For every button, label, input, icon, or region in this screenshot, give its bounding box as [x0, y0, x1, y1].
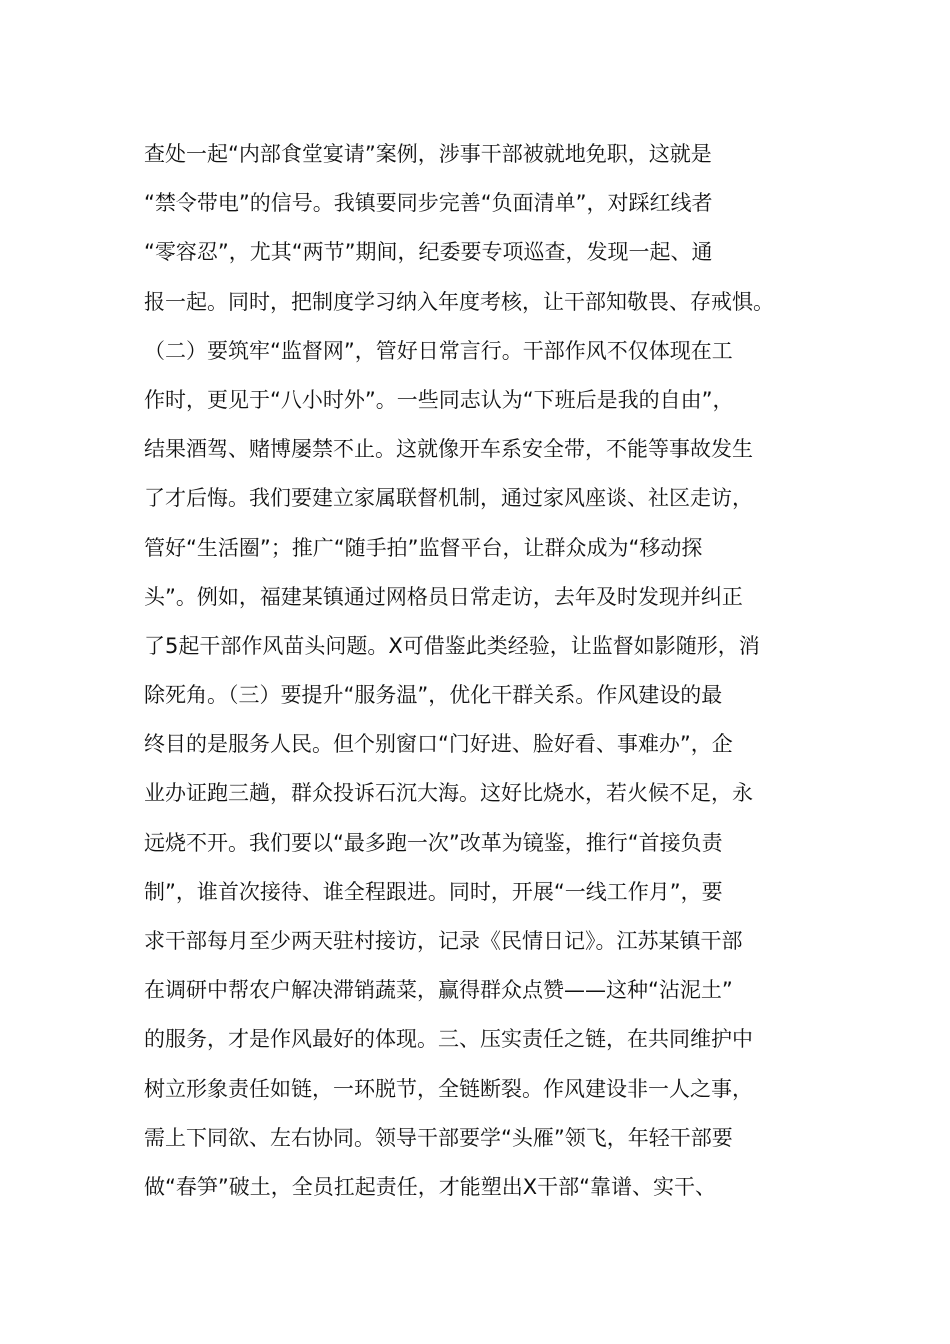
text-line: 除死角。（三）要提升“服务温”，优化干群关系。作风建设的最: [144, 683, 723, 708]
text-line: 头”。例如，福建某镇通过网格员日常走访，去年及时发现并纠正: [144, 584, 743, 609]
text-line: 管好“生活圈”；推广“随手拍”监督平台，让群众成为“移动探: [144, 535, 703, 560]
text-line: 报一起。同时，把制度学习纳入年度考核，让干部知敬畏、存戒惧。: [144, 289, 774, 314]
text-line: 终目的是服务人民。但个别窗口“门好进、脸好看、事难办”，企: [144, 732, 733, 757]
text-line: “禁令带电”的信号。我镇要同步完善“负面清单”，对踩红线者: [144, 191, 713, 216]
text-line: 业办证跑三趟，群众投诉石沉大海。这好比烧水，若火候不足，永: [144, 781, 753, 806]
text-line: 结果酒驾、赌博屡禁不止。这就像开车系安全带，不能等事故发生: [144, 437, 753, 462]
text-line: 在调研中帮农户解决滞销蔬菜，赢得群众点赞——这种“沾泥土”: [144, 978, 733, 1003]
text-line: 制”，谁首次接待、谁全程跟进。同时，开展“一线工作月”，要: [144, 879, 723, 904]
text-line: 了5起干部作风苗头问题。X可借鉴此类经验，让监督如影随形，消: [144, 633, 760, 658]
body-text: [144, 130, 834, 1212]
text-line: （二）要筑牢“监督网”，管好日常言行。干部作风不仅体现在工: [144, 338, 733, 363]
text-line: 作时，更见于“八小时外”。一些同志认为“下班后是我的自由”，: [144, 387, 734, 412]
text-line: 需上下同欲、左右协同。领导干部要学“头雁”领飞，年轻干部要: [144, 1125, 733, 1150]
text-line: 了才后悔。我们要建立家属联督机制，通过家风座谈、社区走访，: [144, 486, 753, 511]
text-line: 树立形象责任如链，一环脱节，全链断裂。作风建设非一人之事，: [144, 1076, 753, 1101]
text-line: “零容忍”，尤其“两节”期间，纪委要专项巡查，发现一起、通: [144, 240, 713, 265]
text-line: 的服务，才是作风最好的体现。三、压实责任之链，在共同维护中: [144, 1027, 753, 1052]
text-line: 查处一起“内部食堂宴请”案例，涉事干部被就地免职，这就是: [144, 142, 712, 166]
text-line: 远烧不开。我们要以“最多跑一次”改革为镜鉴，推行“首接负责: [144, 830, 723, 855]
text-line: 做“春笋”破土，全员扛起责任，才能塑出X干部“靠谱、实干、: [144, 1174, 717, 1199]
text-line: 求干部每月至少两天驻村接访，记录《民情日记》。江苏某镇干部: [144, 929, 743, 953]
